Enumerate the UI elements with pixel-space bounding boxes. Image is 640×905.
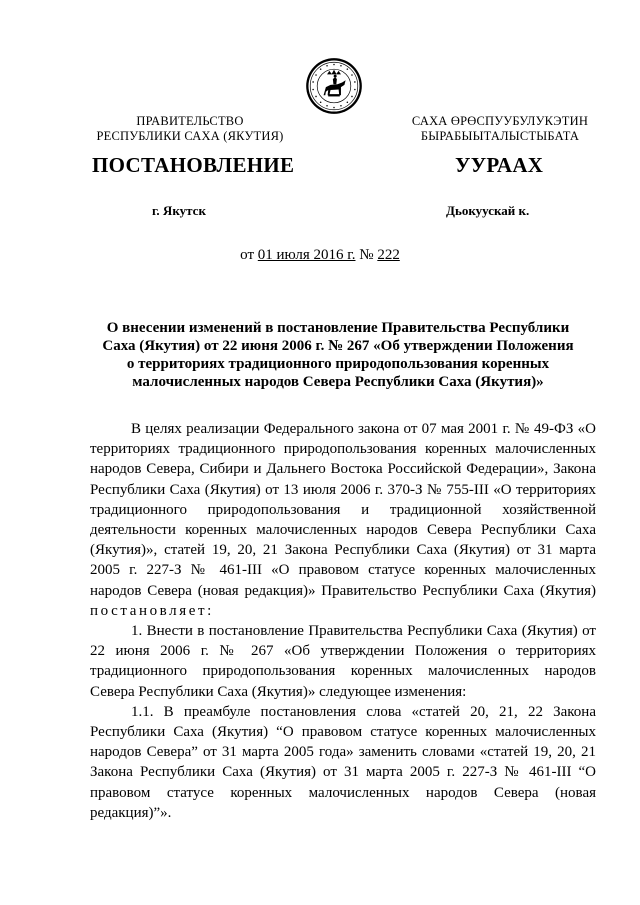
preamble-text: В целях реализации Федерального закона от 07 мая 2001 г. № 49-ФЗ «О территориях традиционного природопользования коренных малочисленных народов Севера, Сибири и Дальнего Востока Российской Федерации», Закона Республики Саха (Якутия) от 13 июля 2006 г. 370-З № 755-III «О территориях традиционного природопользования и традиционной хозяйственной деятельности коренных малочисленных народов Севера Республики Саха (Якутия)», статей 19, 20, 21 Закона Республики Саха (Якутия) от 31 марта 2005 г. 227-З № 461-III «О правовом статусе коренных малочисленных народов Севера (новая редакция)» Правительство Республики Саха (Якутия)	[90, 421, 596, 599]
government-name	[72, 114, 308, 143]
document-type: ПОСТАНОВЛЕНИЕ	[92, 153, 295, 177]
document-body	[90, 419, 596, 823]
government-name-yakut-line-1: САХА ӨРӨСПУУБУЛУКЭТИН	[411, 114, 589, 128]
resolves-word: постановляет:	[90, 602, 214, 619]
government-name-line-1: ПРАВИТЕЛЬСТВО	[136, 114, 244, 128]
preamble-paragraph	[90, 419, 596, 621]
government-name-line-2: РЕСПУБЛИКИ САХА (ЯКУТИЯ)	[96, 128, 284, 143]
city-name-yakut: Дьокуускай к.	[446, 203, 530, 218]
item-1-1-paragraph: 1.1. В преамбуле постановления слова «статей 20, 21, 22 Закона Республики Саха (Якутия) “О правовом статусе коренных малочисленных народов Севера” от 31 марта 2005 года» заменить словами «статей 19, 20, 21 Закона Республики Саха (Якутия) от 31 марта 2005 г. 227-З № 461-III “О правовом статусе коренных малочисленных народов Севера (новая редакция)”».	[90, 703, 596, 821]
government-name-yakut	[375, 114, 625, 143]
item-1-paragraph: 1. Внести в постановление Правительства Республики Саха (Якутия) от 22 июня 2006 г. № 267 «Об утверждении Положения о территориях традиционного природопользования коренных малочисленных народов Севера Республики Саха (Якутия)» следующее изменения:	[90, 623, 596, 700]
document-title: О внесении изменений в постановление Правительства Республики Саха (Якутия) от 22 июня 2006 г. № 267 «Об утверждении Положения о территориях традиционного природопользования коренных малочисленных народов Севера Республики Саха (Якутия)»	[102, 320, 574, 390]
document-date-line	[0, 247, 640, 264]
number-sign: №	[355, 247, 378, 263]
document-date: 01 июля 2016 г.	[257, 247, 356, 263]
republic-sakha-coat-of-arms-icon	[305, 57, 363, 115]
document-number: 222	[377, 247, 400, 263]
document-type-yakut: УУРААХ	[455, 153, 544, 177]
city-name: г. Якутск	[152, 203, 206, 218]
date-prefix: от	[240, 247, 258, 263]
government-name-yakut-line-2: БЫРАБЫЫТАЛЫСТЫБАТА	[420, 128, 580, 143]
